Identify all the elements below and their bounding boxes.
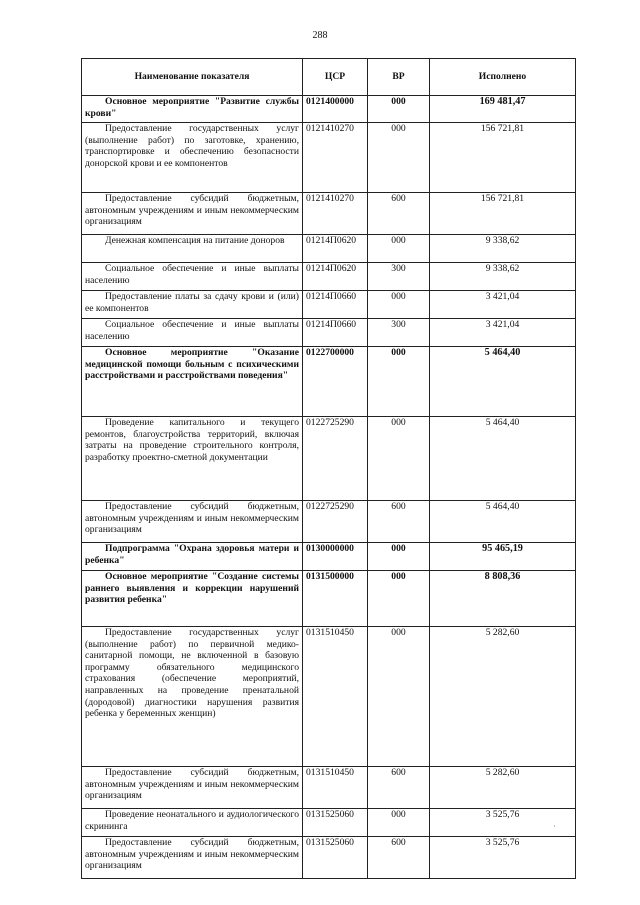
row-csr-cell: 0121410270 (303, 123, 368, 193)
table-row (82, 235, 576, 263)
stray-mark: · (553, 822, 556, 831)
row-csr-cell: 0121400000 (303, 96, 368, 123)
row-executed-cell: 8 808,36 (430, 571, 576, 627)
row-executed-cell: 156 721,81 (430, 193, 576, 235)
row-name-cell: Денежная компенсация на питание доноров (82, 235, 303, 263)
row-name-cell: Социальное обеспечение и иные выплаты населению (82, 263, 303, 291)
row-executed-cell: 169 481,47 (430, 96, 576, 123)
row-vr-cell: 000 (368, 347, 430, 417)
row-csr-cell: 0122725290 (303, 501, 368, 543)
row-name-cell: Социальное обеспечение и иные выплаты населению (82, 319, 303, 347)
header-name: Наименование показателя (82, 59, 303, 96)
table-row (82, 347, 576, 417)
row-csr-cell: 0122725290 (303, 417, 368, 501)
table-row (82, 809, 576, 837)
row-csr-cell: 0131500000 (303, 571, 368, 627)
row-vr-cell: 000 (368, 627, 430, 767)
row-vr-cell: 000 (368, 417, 430, 501)
row-name-cell: Предоставление субсидий бюджетным, автономным учреждениям и иным некоммерческим организациям (82, 767, 303, 809)
row-vr-cell: 000 (368, 235, 430, 263)
row-executed-cell: 3 421,04 (430, 319, 576, 347)
header-vr: ВР (368, 59, 430, 96)
row-vr-cell: 000 (368, 96, 430, 123)
table-row (82, 571, 576, 627)
row-name-cell: Предоставление государственных услуг (выполнение работ) по первичной медико-санитарной помощи, не включенной в базовую программу обязательного медицинского страхования (обеспечение мероприятий, направленных на проведение пренатальной (дородовой) диагностики нарушения развития ребенка у беременных женщин) (82, 627, 303, 767)
row-executed-cell: 3 421,04 (430, 291, 576, 319)
table-row (82, 96, 576, 123)
table-row (82, 543, 576, 571)
row-name-cell: Предоставление субсидий бюджетным, автономным учреждениям и иным некоммерческим организациям (82, 837, 303, 879)
row-name-cell: Подпрограмма "Охрана здоровья матери и ребенка" (82, 543, 303, 571)
row-name-cell: Проведение капитального и текущего ремонтов, благоустройства территорий, включая затраты на проведение строительного контроля, разработку проектно-сметной документации (82, 417, 303, 501)
table-row (82, 627, 576, 767)
row-name-cell: Предоставление государственных услуг (выполнение работ) по заготовке, хранению, транспортировке и обеспечению безопасности донорской крови и ее компонентов (82, 123, 303, 193)
row-vr-cell: 600 (368, 501, 430, 543)
row-executed-cell: 5 282,60 (430, 767, 576, 809)
header-csr: ЦСР (303, 59, 368, 96)
row-executed-cell: 5 464,40 (430, 347, 576, 417)
row-csr-cell: 01214П0620 (303, 235, 368, 263)
row-csr-cell: 01214П0660 (303, 291, 368, 319)
row-csr-cell: 0131510450 (303, 627, 368, 767)
row-executed-cell: 9 338,62 (430, 263, 576, 291)
row-csr-cell: 0131510450 (303, 767, 368, 809)
row-executed-cell: 9 338,62 (430, 235, 576, 263)
row-vr-cell: 000 (368, 123, 430, 193)
row-vr-cell: 000 (368, 291, 430, 319)
row-csr-cell: 0130000000 (303, 543, 368, 571)
row-vr-cell: 300 (368, 263, 430, 291)
row-executed-cell: 5 464,40 (430, 417, 576, 501)
row-vr-cell: 300 (368, 319, 430, 347)
row-vr-cell: 600 (368, 767, 430, 809)
row-vr-cell: 000 (368, 809, 430, 837)
table-row (82, 501, 576, 543)
row-vr-cell: 600 (368, 837, 430, 879)
header-executed: Исполнено (430, 59, 576, 96)
budget-execution-table (81, 58, 576, 879)
page-number: 288 (312, 30, 328, 41)
row-vr-cell: 000 (368, 543, 430, 571)
row-name-cell: Проведение неонатального и аудиологического скрининга (82, 809, 303, 837)
row-executed-cell: 95 465,19 (430, 543, 576, 571)
row-vr-cell: 600 (368, 193, 430, 235)
row-csr-cell: 0122700000 (303, 347, 368, 417)
row-executed-cell: 3 525,76 (430, 809, 576, 837)
row-csr-cell: 01214П0660 (303, 319, 368, 347)
row-executed-cell: 3 525,76 (430, 837, 576, 879)
table-row (82, 417, 576, 501)
table-row (82, 123, 576, 193)
row-executed-cell: 5 282,60 (430, 627, 576, 767)
row-csr-cell: 01214П0620 (303, 263, 368, 291)
table-row (82, 319, 576, 347)
table-row (82, 263, 576, 291)
row-name-cell: Предоставление субсидий бюджетным, автономным учреждениям и иным некоммерческим организациям (82, 501, 303, 543)
table-row (82, 767, 576, 809)
table-body (82, 96, 576, 879)
row-csr-cell: 0131525060 (303, 837, 368, 879)
row-name-cell: Основное мероприятие "Создание системы раннего выявления и коррекции нарушений развития ребенка" (82, 571, 303, 627)
table-row (82, 291, 576, 319)
table-row (82, 837, 576, 879)
table-header-row (82, 59, 576, 96)
row-executed-cell: 5 464,40 (430, 501, 576, 543)
row-name-cell: Основное мероприятие "Оказание медицинской помощи больным с психическими расстройствами и расстройствами поведения" (82, 347, 303, 417)
table-row (82, 193, 576, 235)
row-name-cell: Предоставление платы за сдачу крови и (или) ее компонентов (82, 291, 303, 319)
row-csr-cell: 0131525060 (303, 809, 368, 837)
row-name-cell: Основное мероприятие "Развитие службы крови" (82, 96, 303, 123)
row-csr-cell: 0121410270 (303, 193, 368, 235)
row-name-cell: Предоставление субсидий бюджетным, автономным учреждениям и иным некоммерческим организациям (82, 193, 303, 235)
row-vr-cell: 000 (368, 571, 430, 627)
row-executed-cell: 156 721,81 (430, 123, 576, 193)
